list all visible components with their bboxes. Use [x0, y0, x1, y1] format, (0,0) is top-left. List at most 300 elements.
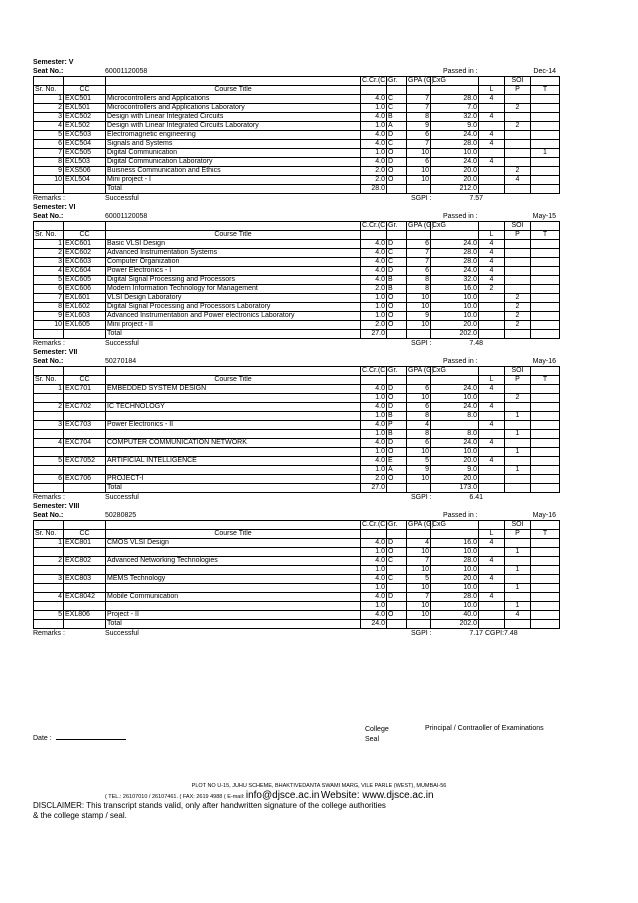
practical-cell [505, 457, 531, 466]
table-row [34, 267, 560, 276]
header-cell [106, 77, 361, 86]
grade-cell: O [387, 149, 407, 158]
header-cell [531, 222, 560, 231]
lecture-cell [479, 185, 505, 194]
course-code-cell: EXC803 [64, 575, 106, 584]
practical-cell [505, 185, 531, 194]
tutorial-cell [531, 122, 560, 131]
semester-header [33, 212, 558, 221]
seat-no-value: 50270184 [105, 358, 137, 365]
header-cell: SOI [505, 77, 531, 86]
sr-no-cell: 6 [34, 475, 64, 484]
credit-cell: 4.0 [361, 240, 387, 249]
sr-no-cell: 3 [34, 421, 64, 430]
gpa-cell: 6 [407, 131, 431, 140]
tutorial-cell [531, 421, 560, 430]
credit-cell: 1.0 [361, 448, 387, 457]
course-title-cell: Digital Signal Processing and Processors [106, 276, 361, 285]
lecture-cell [479, 548, 505, 557]
tutorial-cell [531, 276, 560, 285]
lecture-cell: 4 [479, 140, 505, 149]
header-cell: L [479, 530, 505, 539]
header-cell: C.Cr.(C) [362, 77, 388, 84]
header-cell: SOI [505, 521, 531, 530]
header-cell: P [505, 231, 531, 240]
seat-no-value: 50280825 [105, 512, 137, 519]
course-title-cell: Advanced Networking Technologies [106, 557, 361, 566]
course-title-cell: CMOS VLSI Design [106, 539, 361, 548]
credit-cell: 4.0 [361, 421, 387, 430]
grade-cell: D [387, 267, 407, 276]
header-cell: CxG [431, 222, 479, 231]
lecture-cell [479, 448, 505, 457]
table-header-row [34, 530, 560, 539]
header-cell [531, 77, 560, 86]
table-row [34, 421, 560, 430]
table-header-row [34, 231, 560, 240]
grade-cell: C [387, 95, 407, 104]
header-cell: Sr. No. [34, 231, 64, 240]
course-title-cell [106, 548, 361, 557]
gpa-cell: 6 [407, 240, 431, 249]
gpa-cell: 4 [407, 539, 431, 548]
cxg-cell: 32.0 [431, 276, 479, 285]
header-cell [64, 521, 106, 530]
practical-cell [505, 258, 531, 267]
disclaimer-line1: DISCLAIMER: This transcript stands valid, only after handwritten signature of the college authorities [33, 801, 386, 810]
header-cell [34, 77, 64, 86]
website-link[interactable]: Website: www.djsce.ac.in [320, 790, 434, 801]
cxg-cell: 20.0 [431, 321, 479, 330]
sgpi-label: SGPI : [411, 340, 432, 347]
header-cell: T [531, 530, 560, 539]
semester-block [33, 58, 558, 203]
seat-no-label: Seat No.: [33, 358, 64, 365]
grade-cell: O [387, 448, 407, 457]
semester-block [33, 203, 558, 348]
course-code-cell [64, 566, 106, 575]
grade-cell: C [387, 104, 407, 113]
practical-cell [505, 131, 531, 140]
table-row [34, 321, 560, 330]
header-cell: GPA (G) [408, 222, 434, 229]
header-cell: CxG [431, 367, 479, 376]
lecture-cell: 4 [479, 95, 505, 104]
gpa-cell: 10 [407, 303, 431, 312]
practical-cell [505, 113, 531, 122]
course-title-cell: ARTIFICIAL INTELLIGENCE [106, 457, 361, 466]
cxg-cell: 212.0 [431, 185, 479, 194]
lecture-cell: 4 [479, 276, 505, 285]
cxg-cell: 10.0 [431, 294, 479, 303]
gpa-cell: 4 [407, 421, 431, 430]
gpa-cell: 8 [407, 412, 431, 421]
lecture-cell [479, 484, 505, 493]
cxg-cell: 24.0 [431, 240, 479, 249]
sr-no-cell: 4 [34, 593, 64, 602]
semester-footer [33, 339, 558, 348]
cxg-cell: 7.0 [431, 104, 479, 113]
practical-cell [505, 240, 531, 249]
sr-no-cell [34, 620, 64, 629]
course-title-cell: Computer Organization [106, 258, 361, 267]
practical-cell: 1 [505, 448, 531, 457]
tutorial-cell [531, 412, 560, 421]
cxg-cell: 28.0 [431, 258, 479, 267]
gpa-cell: 6 [407, 158, 431, 167]
seat-no-label: Seat No.: [33, 68, 64, 75]
cxg-cell: 10.0 [431, 303, 479, 312]
course-code-cell: EXL605 [64, 321, 106, 330]
credit-cell: 2.0 [361, 321, 387, 330]
course-code-cell: EXC602 [64, 249, 106, 258]
course-code-cell: EXL503 [64, 158, 106, 167]
practical-cell [505, 557, 531, 566]
course-title-cell [106, 448, 361, 457]
tutorial-cell [531, 185, 560, 194]
cxg-cell: 24.0 [431, 439, 479, 448]
sr-no-cell: 3 [34, 113, 64, 122]
tutorial-cell [531, 176, 560, 185]
grade-cell: A [387, 122, 407, 131]
credit-cell: 1.0 [361, 548, 387, 557]
table-row [34, 448, 560, 457]
course-title-cell [106, 584, 361, 593]
cxg-cell: 10.0 [431, 548, 479, 557]
tutorial-cell [531, 385, 560, 394]
credit-cell: 4.0 [361, 557, 387, 566]
cxg-cell: 10.0 [431, 394, 479, 403]
gpa-cell: 7 [407, 557, 431, 566]
grade-cell: C [387, 575, 407, 584]
tutorial-cell [531, 294, 560, 303]
sgpi-value: 6.41 [469, 494, 483, 501]
grade-cell: B [387, 113, 407, 122]
credit-cell: 4.0 [361, 593, 387, 602]
gpa-cell: 10 [407, 475, 431, 484]
gpa-cell: 6 [407, 385, 431, 394]
gpa-cell: 5 [407, 457, 431, 466]
course-title-cell: Design with Linear Integrated Circuits Laboratory [106, 122, 361, 131]
table-row [34, 104, 560, 113]
table-header-row [34, 367, 560, 376]
practical-cell: 1 [505, 584, 531, 593]
practical-cell: 2 [505, 122, 531, 131]
grade-cell: O [387, 611, 407, 620]
cxg-cell: 10.0 [431, 602, 479, 611]
tutorial-cell [531, 321, 560, 330]
lecture-cell [479, 149, 505, 158]
lecture-cell [479, 176, 505, 185]
cxg-cell: 10.0 [431, 312, 479, 321]
grade-cell [387, 484, 407, 493]
lecture-cell [479, 330, 505, 339]
course-code-cell: EXC8042 [64, 593, 106, 602]
seat-no-value: 60001120058 [105, 213, 148, 220]
practical-cell: 1 [505, 548, 531, 557]
sr-no-cell: 4 [34, 439, 64, 448]
semester-title: Semester: V [33, 59, 74, 66]
header-cell [34, 367, 64, 376]
practical-cell [505, 249, 531, 258]
table-row [34, 285, 560, 294]
header-cell [479, 521, 505, 530]
header-cell: Sr. No. [34, 376, 64, 385]
cxg-cell: 32.0 [431, 113, 479, 122]
lecture-cell [479, 412, 505, 421]
sr-no-cell [34, 394, 64, 403]
credit-cell: 4.0 [361, 439, 387, 448]
gpa-cell: 10 [407, 566, 431, 575]
course-code-cell: EXC703 [64, 421, 106, 430]
grade-cell: C [387, 249, 407, 258]
sr-no-cell: 7 [34, 294, 64, 303]
header-cell [387, 231, 407, 240]
grade-cell: D [387, 439, 407, 448]
course-title-cell: Mini project - I [106, 176, 361, 185]
table-row [34, 240, 560, 249]
table-row [34, 539, 560, 548]
course-title-cell: Signals and Systems [106, 140, 361, 149]
grade-cell: O [387, 475, 407, 484]
header-cell: T [531, 231, 560, 240]
course-code-cell: EXC706 [64, 475, 106, 484]
tutorial-cell [531, 566, 560, 575]
lecture-cell: 4 [479, 249, 505, 258]
course-code-cell: EXC704 [64, 439, 106, 448]
course-code-cell: EXL502 [64, 122, 106, 131]
header-cell [407, 376, 431, 385]
table-row [34, 294, 560, 303]
table-row [34, 484, 560, 493]
lecture-cell [479, 167, 505, 176]
practical-cell: 1 [505, 566, 531, 575]
gpa-cell: 8 [407, 430, 431, 439]
header-cell: T [531, 376, 560, 385]
credit-cell: 1.0 [361, 303, 387, 312]
header-cell: Gr. [387, 521, 407, 530]
table-row [34, 584, 560, 593]
course-code-cell: EXC501 [64, 95, 106, 104]
course-title-cell [106, 394, 361, 403]
contact-phone-fax: ( TEL.: 26107010 / 26107461. ( FAX: 2619 4988 ( E-mail: [105, 794, 245, 800]
credit-cell: 4.0 [361, 140, 387, 149]
cxg-cell: 16.0 [431, 285, 479, 294]
sr-no-cell: 4 [34, 122, 64, 131]
practical-cell [505, 593, 531, 602]
sr-no-cell: 6 [34, 285, 64, 294]
header-cell [64, 222, 106, 231]
grade-cell [387, 584, 407, 593]
tutorial-cell [531, 303, 560, 312]
gpa-cell: 6 [407, 267, 431, 276]
header-cell [407, 86, 431, 95]
sr-no-cell [34, 412, 64, 421]
table-header-row [34, 77, 560, 86]
gpa-cell: 10 [407, 602, 431, 611]
grades-table [33, 366, 560, 493]
credit-cell: 1.0 [361, 466, 387, 475]
lecture-cell: 4 [479, 539, 505, 548]
contact-info [105, 790, 434, 801]
grade-cell: B [387, 276, 407, 285]
tutorial-cell [531, 466, 560, 475]
header-cell [361, 530, 387, 539]
header-cell: GPA (G) [408, 521, 434, 528]
header-cell: SOI [505, 367, 531, 376]
table-row [34, 466, 560, 475]
sr-no-cell: 4 [34, 267, 64, 276]
course-title-cell [106, 602, 361, 611]
credit-cell: 27.0 [361, 330, 387, 339]
remarks-value: Successful [105, 494, 139, 501]
practical-cell: 4 [505, 176, 531, 185]
cxg-cell: 24.0 [431, 158, 479, 167]
gpa-cell: 6 [407, 439, 431, 448]
header-cell: GPA (G) [408, 367, 434, 374]
lecture-cell [479, 104, 505, 113]
practical-cell [505, 276, 531, 285]
cxg-cell: 8.0 [431, 412, 479, 421]
gpa-cell: 10 [407, 394, 431, 403]
tutorial-cell [531, 457, 560, 466]
sr-no-cell [34, 584, 64, 593]
practical-cell: 1 [505, 430, 531, 439]
tutorial-cell: 1 [531, 149, 560, 158]
course-code-cell [64, 548, 106, 557]
grade-cell: O [387, 294, 407, 303]
email-link[interactable]: info@djsce.ac.in [245, 790, 320, 801]
gpa-cell: 8 [407, 285, 431, 294]
table-header-row [34, 376, 560, 385]
credit-cell: 4.0 [361, 403, 387, 412]
course-code-cell: EXL806 [64, 611, 106, 620]
practical-cell: 2 [505, 104, 531, 113]
tutorial-cell [531, 475, 560, 484]
credit-cell: 1.0 [361, 104, 387, 113]
credit-cell: 4.0 [361, 575, 387, 584]
table-row [34, 593, 560, 602]
grades-table [33, 221, 560, 339]
lecture-cell: 4 [479, 113, 505, 122]
header-cell [479, 77, 505, 86]
gpa-cell [407, 185, 431, 194]
credit-cell: 4.0 [361, 611, 387, 620]
lecture-cell [479, 394, 505, 403]
table-row [34, 457, 560, 466]
header-cell: Course Title [106, 376, 361, 385]
practical-cell [505, 330, 531, 339]
table-header-row [34, 521, 560, 530]
tutorial-cell [531, 611, 560, 620]
course-code-cell [64, 620, 106, 629]
header-cell: Gr. [387, 222, 407, 231]
cxg-cell: 28.0 [431, 95, 479, 104]
sr-no-cell: 9 [34, 167, 64, 176]
tutorial-cell [531, 575, 560, 584]
sr-no-cell: 2 [34, 104, 64, 113]
table-row [34, 412, 560, 421]
remarks-value: Successful [105, 195, 139, 202]
tutorial-cell [531, 167, 560, 176]
cxg-cell: 202.0 [431, 330, 479, 339]
table-row [34, 403, 560, 412]
tutorial-cell [531, 593, 560, 602]
passed-in-value: Dec-14 [533, 68, 556, 75]
course-code-cell: EXS506 [64, 167, 106, 176]
table-row [34, 149, 560, 158]
cxg-cell: 20.0 [431, 575, 479, 584]
semester-footer [33, 629, 558, 638]
practical-cell [505, 149, 531, 158]
credit-cell: 2.0 [361, 176, 387, 185]
practical-cell [505, 140, 531, 149]
course-title-cell: Digital Communication [106, 149, 361, 158]
credit-cell: 4.0 [361, 539, 387, 548]
header-cell [34, 222, 64, 231]
tutorial-cell [531, 484, 560, 493]
cxg-cell: 28.0 [431, 140, 479, 149]
course-code-cell [64, 602, 106, 611]
table-row [34, 566, 560, 575]
grade-cell: C [387, 557, 407, 566]
course-code-cell: EXL603 [64, 312, 106, 321]
lecture-cell [479, 312, 505, 321]
header-cell [106, 367, 361, 376]
semester-header [33, 67, 558, 76]
lecture-cell [479, 602, 505, 611]
practical-cell: 2 [505, 294, 531, 303]
sr-no-cell [34, 330, 64, 339]
practical-cell [505, 95, 531, 104]
gpa-cell: 10 [407, 149, 431, 158]
gpa-cell [407, 330, 431, 339]
lecture-cell: 4 [479, 439, 505, 448]
passed-in-value: May-16 [532, 512, 556, 519]
course-title-cell [106, 566, 361, 575]
tutorial-cell [531, 95, 560, 104]
cxg-cell: 24.0 [431, 385, 479, 394]
sr-no-cell: 5 [34, 611, 64, 620]
header-cell: Gr. [387, 367, 407, 376]
table-row [34, 276, 560, 285]
sr-no-cell [34, 466, 64, 475]
sr-no-cell [34, 484, 64, 493]
gpa-cell: 10 [407, 176, 431, 185]
address: PLOT NO U-15, JUHU SCHEME, BHAKTIVEDANTA SWAMI MARG, VILE PARLE (WEST), MUMBAI-56 [191, 783, 447, 789]
lecture-cell: 4 [479, 158, 505, 167]
course-title-cell: PROJECT-I [106, 475, 361, 484]
gpa-cell: 8 [407, 276, 431, 285]
header-cell [431, 530, 479, 539]
header-cell [431, 86, 479, 95]
tutorial-cell [531, 602, 560, 611]
transcript [33, 58, 558, 638]
gpa-cell: 5 [407, 575, 431, 584]
gpa-cell: 10 [407, 294, 431, 303]
course-code-cell: EXC603 [64, 258, 106, 267]
course-title-cell: Buisness Communication and Ethics [106, 167, 361, 176]
header-cell: CC [64, 376, 106, 385]
course-code-cell: EXC503 [64, 131, 106, 140]
course-title-cell: Microcontrollers and Applications Laboratory [106, 104, 361, 113]
practical-cell: 2 [505, 312, 531, 321]
table-row [34, 557, 560, 566]
table-row [34, 249, 560, 258]
cxg-cell: 10.0 [431, 584, 479, 593]
practical-cell: 2 [505, 394, 531, 403]
table-row [34, 312, 560, 321]
